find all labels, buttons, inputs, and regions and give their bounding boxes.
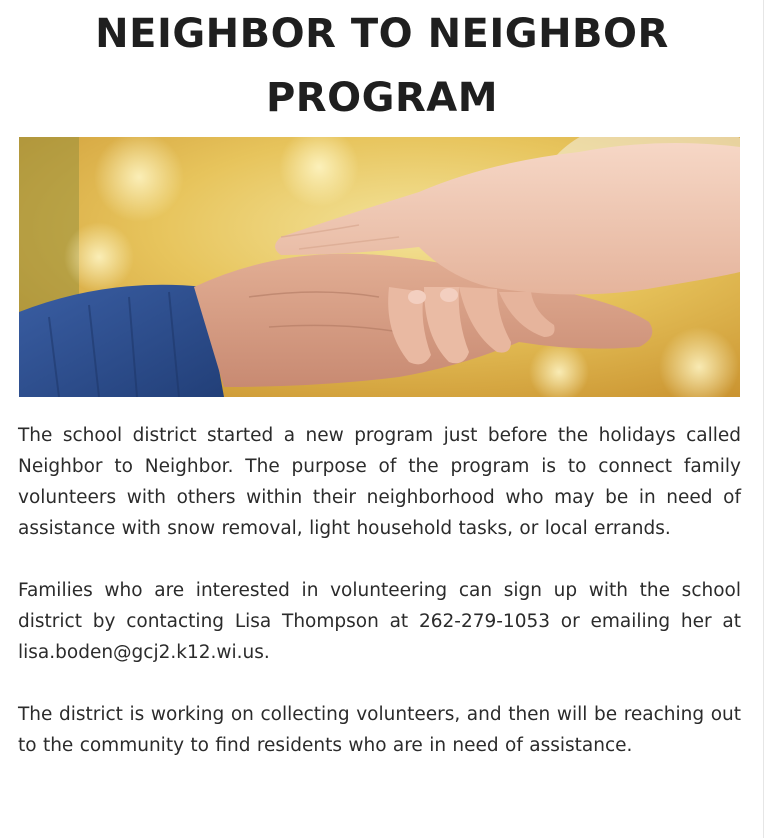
paragraph-2: Families who are interested in volunteering can sign up with the school district by contacting Lisa Thompson at 262-279-1053 or emailing her at lisa.boden@gcj2.k12.wi.us. (18, 580, 741, 663)
title-line-1: NEIGHBOR TO NEIGHBOR (95, 11, 669, 57)
article-body (18, 420, 741, 792)
article-title (0, 2, 764, 130)
hands-illustration (19, 137, 740, 397)
paragraph-1: The school district started a new program just before the holidays called Neighbor to Neighbor. The purpose of the program is to connect family volunteers with others within their neighborhood who may be in need of assistance with snow removal, light household tasks, or local errands. (18, 425, 741, 539)
paragraph-3: The district is working on collecting volunteers, and then will be reaching out to the community to find residents who are in need of assistance. (18, 704, 741, 756)
title-line-2: PROGRAM (265, 75, 498, 121)
hands-photo (19, 137, 740, 397)
